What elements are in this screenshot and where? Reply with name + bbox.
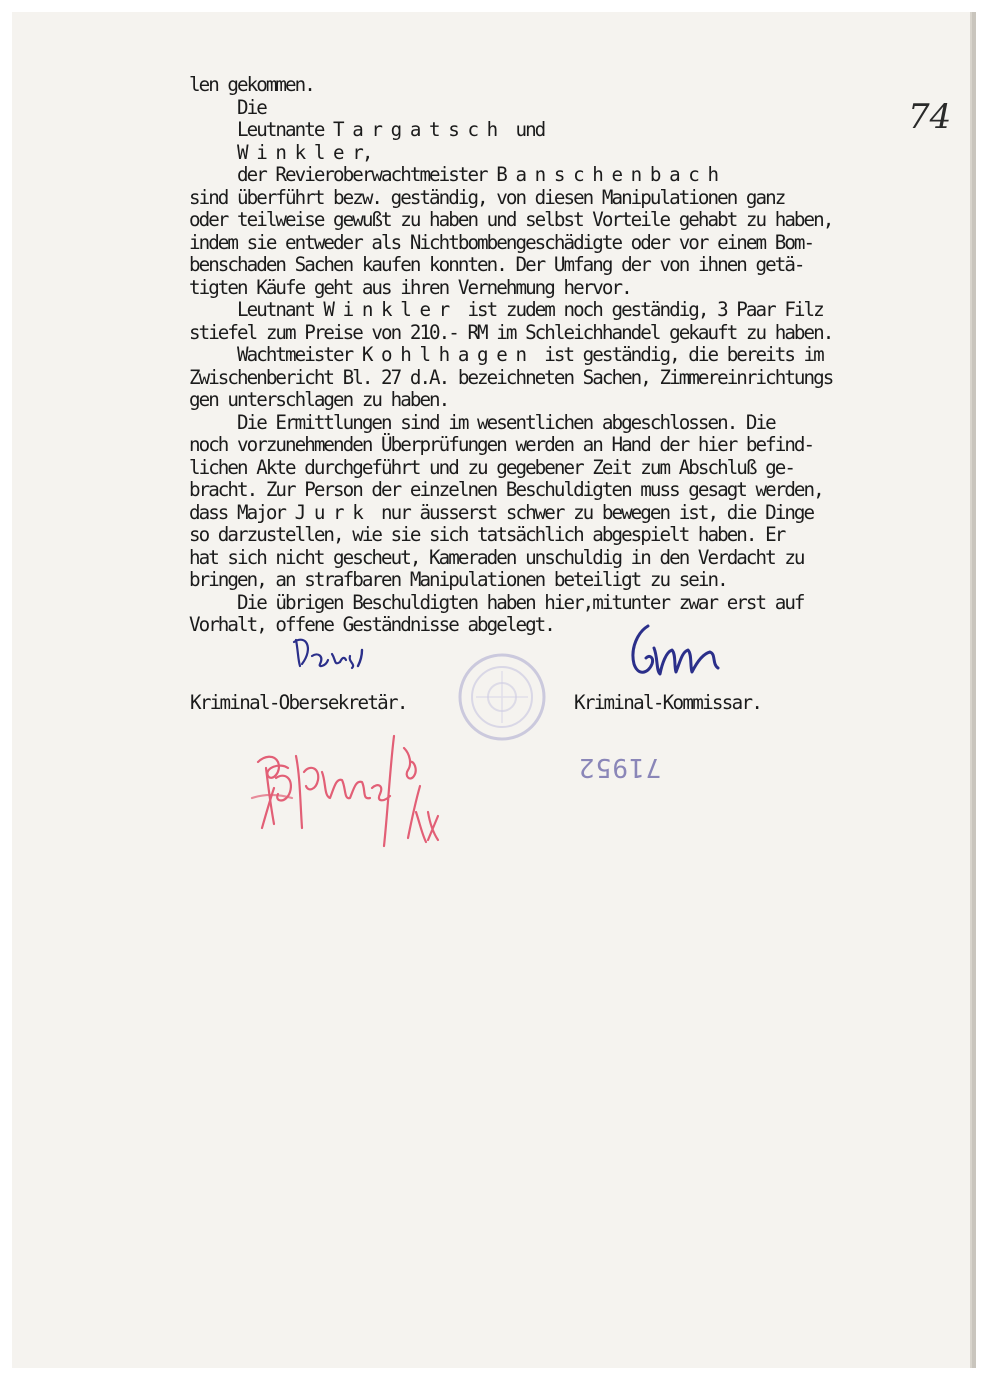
page-number: 74 [908, 97, 952, 137]
archive-seal-stamp [456, 651, 548, 743]
text-line: indem sie entweder als Nichtbombengeschädigte oder vor einem Bom- [189, 230, 814, 254]
text-line: Vorhalt, offene Geständnisse abgelegt. [189, 613, 554, 636]
red-handwritten-marking [244, 728, 454, 868]
text-line: W i n k l e r, [189, 140, 372, 164]
text-line: bringen, an strafbaren Manipulationen beteiligt zu sein. [189, 568, 727, 591]
text-line: noch vorzunehmenden Überprüfungen werden an Hand der hier befind- [189, 433, 814, 456]
text-line: len gekommen. [189, 73, 314, 96]
text-line: oder teilweise gewußt zu haben und selbst Vorteile gehabt zu haben, [189, 208, 833, 231]
signature-label-left: Kriminal-Obersekretär. [190, 691, 407, 714]
handwritten-signature-right [624, 618, 734, 690]
text-line: Zwischenbericht Bl. 27 d.A. bezeichneten Sachen, Zimmereinrichtungs [189, 365, 833, 389]
archive-stamp-number: 71952 [578, 752, 662, 782]
text-line: Leutnant W i n k l e r ist zudem noch geständig, 3 Paar Filz [189, 298, 823, 321]
text-line: tigten Käufe geht aus ihren Vernehmung hervor. [189, 275, 631, 299]
text-line: stiefel zum Preise von 210.- RM im Schleichhandel gekauft zu haben. [189, 320, 833, 344]
text-line: hat sich nicht gescheut, Kameraden unschuldig in den Verdacht zu [189, 545, 804, 569]
document-body [189, 74, 979, 637]
text-line: Die [189, 95, 266, 119]
text-line: bracht. Zur Person der einzelnen Beschuldigten muss gesagt werden, [189, 478, 823, 501]
text-line: so darzustellen, wie sie sich tatsächlich abgespielt haben. Er [189, 523, 785, 546]
text-line: der Revieroberwachtmeister B a n s c h e n b a c h [189, 163, 718, 186]
text-line: gen unterschlagen zu haben. [189, 388, 449, 411]
handwritten-initials-left [288, 626, 378, 676]
text-line: lichen Akte durchgeführt und zu gegebener Zeit zum Abschluß ge- [189, 455, 794, 479]
text-line: dass Major J u r k nur äusserst schwer zu bewegen ist, die Dinge [189, 500, 814, 524]
signature-label-right: Kriminal-Kommissar. [574, 691, 762, 714]
text-line: benschaden Sachen kaufen konnten. Der Umfang der von ihnen getä- [189, 253, 804, 276]
text-line: Die Ermittlungen sind im wesentlichen abgeschlossen. Die [189, 410, 775, 434]
text-line: Wachtmeister K o h l h a g e n ist geständig, die bereits im [189, 343, 823, 366]
text-line: Die übrigen Beschuldigten haben hier,mitunter zwar erst auf [189, 590, 804, 614]
text-line: Leutnante T a r g a t s c h und [189, 118, 545, 141]
text-line: sind überführt bezw. geständig, von diesen Manipulationen ganz [189, 185, 785, 209]
